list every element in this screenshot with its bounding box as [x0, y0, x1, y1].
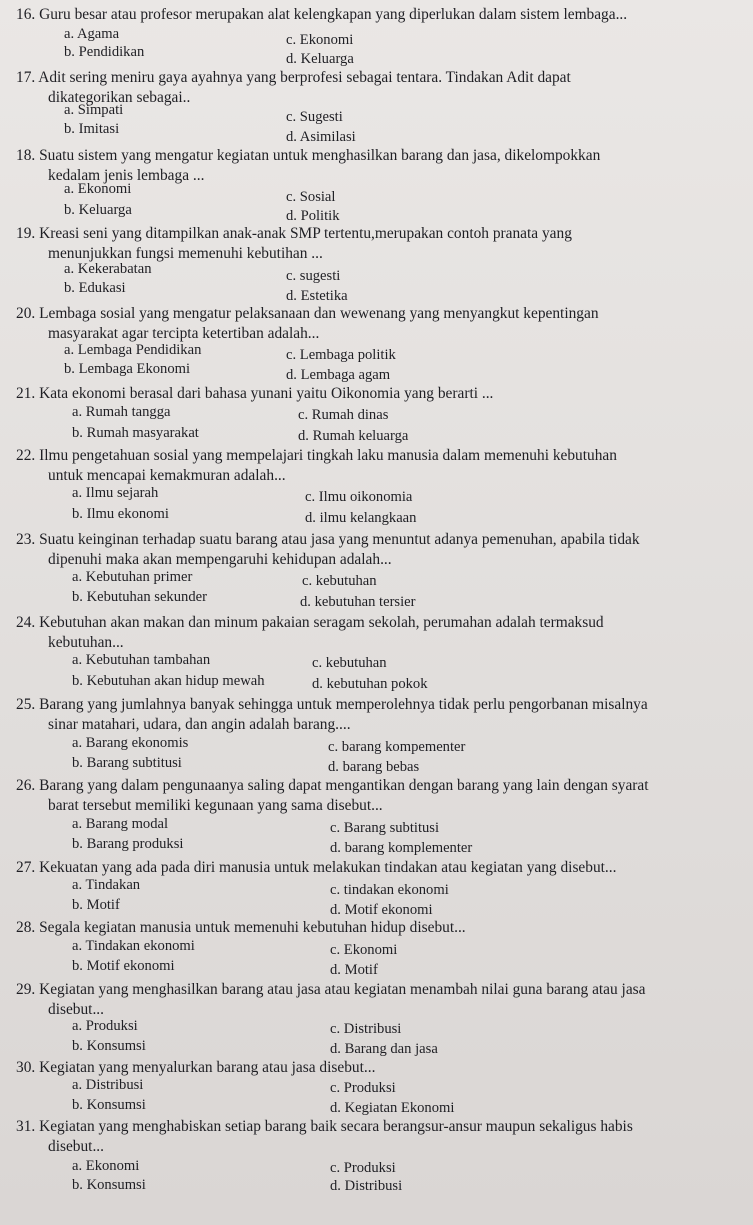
question-27-option-d: d. Motif ekonomi: [330, 902, 433, 918]
question-21-option-a: a. Rumah tangga: [72, 404, 171, 420]
question-20-stem-line-2: masyarakat agar tercipta ketertiban adalah...: [48, 325, 320, 342]
question-29-option-c: c. Distribusi: [330, 1021, 402, 1037]
question-28-stem-line-1: 28. Segala kegiatan manusia untuk memenuhi kebutuhan hidup disebut...: [16, 919, 466, 936]
question-19-option-d: d. Estetika: [286, 288, 348, 304]
question-27-option-b: b. Motif: [72, 897, 120, 913]
question-22-option-b: b. Ilmu ekonomi: [72, 506, 169, 522]
question-30-option-b: b. Konsumsi: [72, 1097, 146, 1113]
question-29-option-b: b. Konsumsi: [72, 1038, 146, 1054]
question-17-option-b: b. Imitasi: [64, 121, 120, 137]
question-29-stem: [16, 980, 741, 1020]
question-16-option-c: c. Ekonomi: [286, 32, 354, 48]
question-24-option-c: c. kebutuhan: [312, 655, 387, 671]
question-30-stem: [16, 1058, 741, 1078]
question-16-stem: [16, 5, 741, 25]
question-26-option-b: b. Barang produksi: [72, 836, 184, 852]
question-22-stem-line-2: untuk mencapai kemakmuran adalah...: [48, 467, 286, 484]
question-26-stem-line-2: barat tersebut memiliki kegunaan yang sama disebut...: [48, 797, 383, 814]
question-28-stem: [16, 918, 741, 938]
question-17-stem-line-2: dikategorikan sebagai..: [48, 89, 191, 106]
question-30-stem-line-1: 30. Kegiatan yang menyalurkan barang atau jasa disebut...: [16, 1059, 376, 1076]
question-19-stem-line-2: menunjukkan fungsi memenuhi kebutihan ...: [48, 245, 323, 262]
question-31-option-d: d. Distribusi: [330, 1178, 403, 1194]
question-20-stem-line-1: 20. Lembaga sosial yang mengatur pelaksanaan dan wewenang yang menyangkut kepentingan: [16, 305, 599, 322]
question-26-option-c: c. Barang subtitusi: [330, 820, 440, 836]
question-21-stem: [16, 384, 741, 404]
question-26-option-d: d. barang komplementer: [330, 840, 473, 856]
question-31-option-b: b. Konsumsi: [72, 1177, 146, 1193]
question-24-stem-line-2: kebutuhan...: [48, 634, 124, 651]
question-30-option-d: d. Kegiatan Ekonomi: [330, 1100, 455, 1116]
question-21-option-c: c. Rumah dinas: [298, 407, 389, 423]
question-24-option-a: a. Kebutuhan tambahan: [72, 652, 211, 668]
question-20-stem: [16, 304, 741, 344]
question-25-option-b: b. Barang subtitusi: [72, 755, 182, 771]
question-27-stem: [16, 858, 741, 878]
question-29-option-a: a. Produksi: [72, 1018, 138, 1034]
question-20-option-c: c. Lembaga politik: [286, 347, 396, 363]
question-21-stem-line-1: 21. Kata ekonomi berasal dari bahasa yunani yaitu Oikonomia yang berarti ...: [16, 385, 494, 402]
question-30-option-c: c. Produksi: [330, 1080, 396, 1096]
question-26-stem-line-1: 26. Barang yang dalam pengunaanya saling dapat mengantikan dengan barang yang lain dengan syarat: [16, 777, 649, 794]
question-18-option-a: a. Ekonomi: [64, 181, 132, 197]
question-23-stem: [16, 530, 741, 570]
question-29-stem-line-2: disebut...: [48, 1001, 105, 1018]
question-16-stem-line-1: 16. Guru besar atau profesor merupakan alat kelengkapan yang diperlukan dalam sistem lembaga...: [16, 6, 628, 23]
question-18-option-d: d. Politik: [286, 208, 340, 224]
question-17-option-d: d. Asimilasi: [286, 129, 356, 145]
question-25-stem: [16, 695, 741, 735]
question-16-option-a: a. Agama: [64, 26, 120, 42]
question-28-option-c: c. Ekonomi: [330, 942, 398, 958]
question-24-option-d: d. kebutuhan pokok: [312, 676, 428, 692]
question-27-option-c: c. tindakan ekonomi: [330, 882, 449, 898]
question-16-option-b: b. Pendidikan: [64, 44, 145, 60]
question-25-option-c: c. barang kompementer: [328, 739, 466, 755]
question-23-option-c: c. kebutuhan: [302, 573, 377, 589]
question-23-option-d: d. kebutuhan tersier: [300, 594, 416, 610]
question-18-stem-line-1: 18. Suatu sistem yang mengatur kegiatan untuk menghasilkan barang dan jasa, dikelompokkan: [16, 147, 601, 164]
question-25-stem-line-2: sinar matahari, udara, dan angin adalah barang....: [48, 716, 351, 733]
question-19-option-c: c. sugesti: [286, 268, 341, 284]
question-31-option-a: a. Ekonomi: [72, 1158, 140, 1174]
question-23-option-b: b. Kebutuhan sekunder: [72, 589, 207, 605]
question-19-option-b: b. Edukasi: [64, 280, 126, 296]
question-28-option-b: b. Motif ekonomi: [72, 958, 175, 974]
question-20-option-a: a. Lembaga Pendidikan: [64, 342, 202, 358]
question-19-stem-line-1: 19. Kreasi seni yang ditampilkan anak-anak SMP tertentu,merupakan contoh pranata yang: [16, 225, 572, 242]
question-22-option-d: d. ilmu kelangkaan: [305, 510, 417, 526]
question-17-stem: [16, 68, 741, 108]
question-31-stem-line-2: disebut...: [48, 1138, 105, 1155]
question-17-stem-line-1: 17. Adit sering meniru gaya ayahnya yang berprofesi sebagai tentara. Tindakan Adit dapat: [16, 69, 571, 86]
question-29-stem-line-1: 29. Kegiatan yang menghasilkan barang atau jasa atau kegiatan menambah nilai guna barang atau jasa: [16, 981, 646, 998]
question-31-stem: [16, 1117, 741, 1157]
question-20-option-b: b. Lembaga Ekonomi: [64, 361, 191, 377]
question-23-stem-line-1: 23. Suatu keinginan terhadap suatu barang atau jasa yang menuntut adanya pemenuhan, apabila tidak: [16, 531, 640, 548]
question-18-stem-line-2: kedalam jenis lembaga ...: [48, 167, 205, 184]
question-31-option-c: c. Produksi: [330, 1160, 396, 1176]
question-19-stem: [16, 224, 741, 264]
question-22-option-a: a. Ilmu sejarah: [72, 485, 159, 501]
question-17-option-a: a. Simpati: [64, 102, 124, 118]
question-23-stem-line-2: dipenuhi maka akan mempengaruhi kehidupan adalah...: [48, 551, 392, 568]
question-23-option-a: a. Kebutuhan primer: [72, 569, 193, 585]
question-24-stem: [16, 613, 741, 653]
question-26-option-a: a. Barang modal: [72, 816, 169, 832]
question-26-stem: [16, 776, 741, 816]
question-22-stem: [16, 446, 741, 486]
question-21-option-d: d. Rumah keluarga: [298, 428, 409, 444]
question-29-option-d: d. Barang dan jasa: [330, 1041, 438, 1057]
question-25-option-d: d. barang bebas: [328, 759, 420, 775]
question-28-option-a: a. Tindakan ekonomi: [72, 938, 195, 954]
question-22-option-c: c. Ilmu oikonomia: [305, 489, 413, 505]
question-27-option-a: a. Tindakan: [72, 877, 141, 893]
question-30-option-a: a. Distribusi: [72, 1077, 144, 1093]
question-25-option-a: a. Barang ekonomis: [72, 735, 189, 751]
question-28-option-d: d. Motif: [330, 962, 378, 978]
question-18-option-c: c. Sosial: [286, 189, 336, 205]
question-31-stem-line-1: 31. Kegiatan yang menghabiskan setiap barang baik secara berangsur-ansur maupun sekaligus habis: [16, 1118, 633, 1135]
question-27-stem-line-1: 27. Kekuatan yang ada pada diri manusia untuk melakukan tindakan atau kegiatan yang disebut...: [16, 859, 617, 876]
question-24-option-b: b. Kebutuhan akan hidup mewah: [72, 673, 265, 689]
question-25-stem-line-1: 25. Barang yang jumlahnya banyak sehingga untuk memperolehnya tidak perlu pengorbanan misalnya: [16, 696, 648, 713]
question-17-option-c: c. Sugesti: [286, 109, 343, 125]
question-21-option-b: b. Rumah masyarakat: [72, 425, 199, 441]
question-24-stem-line-1: 24. Kebutuhan akan makan dan minum pakaian seragam sekolah, perumahan adalah termaksud: [16, 614, 604, 631]
question-22-stem-line-1: 22. Ilmu pengetahuan sosial yang mempelajari tingkah laku manusia dalam memenuhi kebutuhan: [16, 447, 617, 464]
question-19-option-a: a. Kekerabatan: [64, 261, 152, 277]
question-20-option-d: d. Lembaga agam: [286, 367, 391, 383]
question-16-option-d: d. Keluarga: [286, 51, 354, 67]
question-18-option-b: b. Keluarga: [64, 202, 132, 218]
